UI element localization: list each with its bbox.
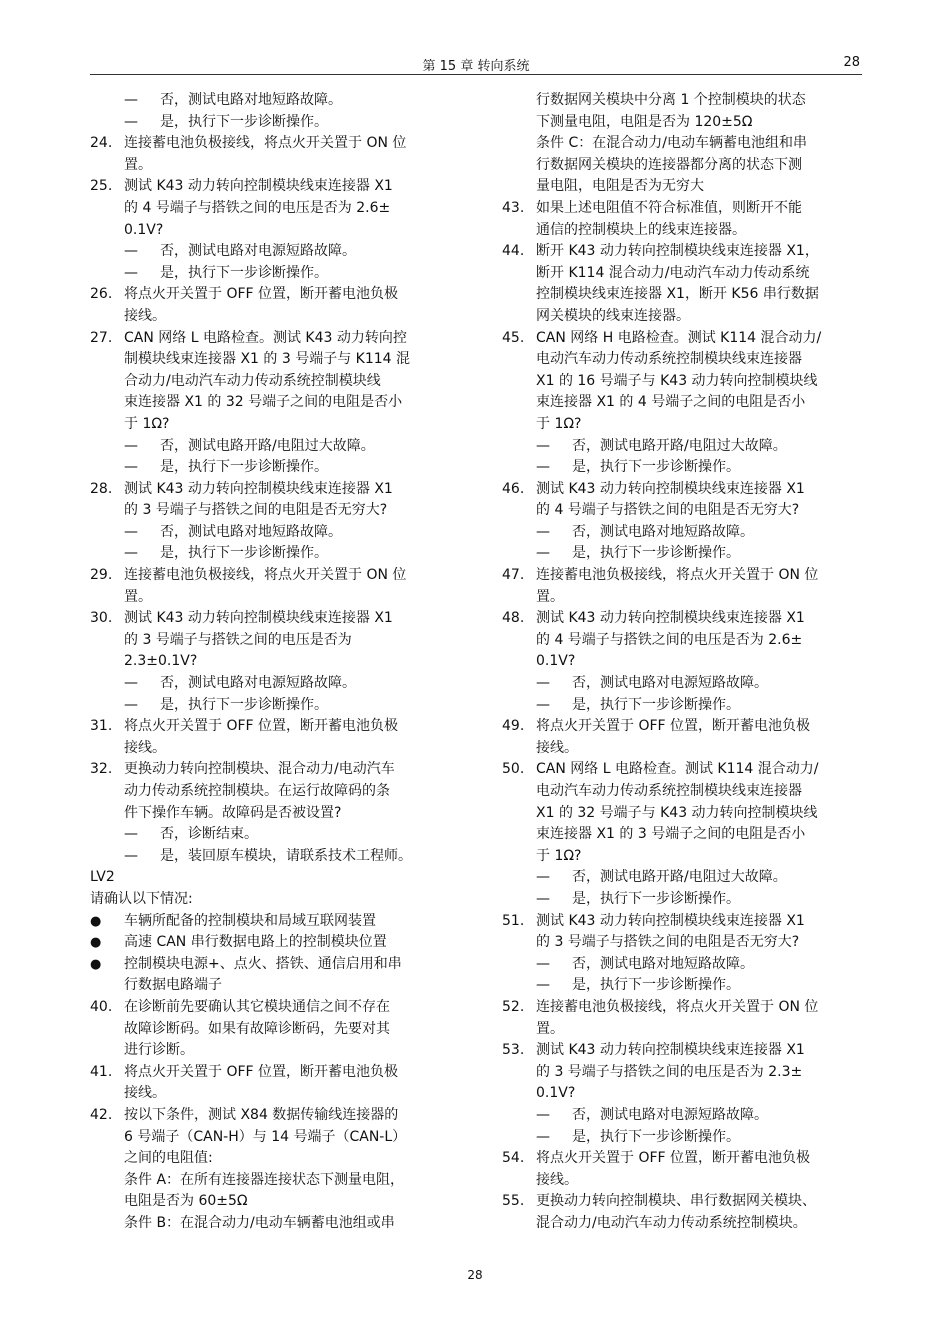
- answer-text: 否，测试电路对电源短路故障。: [160, 243, 356, 260]
- text-line: [502, 543, 862, 565]
- step-number: 42.: [90, 1106, 113, 1123]
- step-number: 51.: [502, 912, 525, 929]
- text-line: [502, 1105, 862, 1127]
- continuation-text: 条件 A：在所有连接器连接状态下测量电阻，: [124, 1171, 405, 1188]
- footer-page-number: 28: [467, 1268, 483, 1282]
- answer-text: 否，测试电路对地短路故障。: [160, 523, 342, 540]
- step-text: CAN 网络 H 电路检查。测试 K114 混合动力/: [536, 329, 822, 346]
- bullet-icon: ●: [90, 913, 102, 929]
- dash-marker: —: [536, 696, 550, 713]
- text-line: [502, 349, 862, 371]
- text-line: [90, 1062, 450, 1084]
- continuation-text: 置。: [124, 156, 152, 173]
- page-footer: [0, 1268, 950, 1282]
- text-line: [502, 846, 862, 868]
- text-line: [502, 479, 862, 501]
- text-line: [502, 241, 862, 263]
- step-text: 将点火开关置于 OFF 位置，断开蓄电池负极: [124, 286, 399, 303]
- step-text: 按以下条件，测试 X84 数据传输线连接器的: [124, 1106, 399, 1123]
- text-line: [90, 673, 450, 695]
- text-line: [90, 155, 450, 177]
- step-text: CAN 网络 L 电路检查。测试 K43 动力转向控: [124, 329, 407, 346]
- answer-text: 否，测试电路对地短路故障。: [160, 92, 342, 108]
- continuation-text: 2.3±0.1V?: [124, 653, 198, 670]
- continuation-text: 于 1Ω?: [124, 415, 170, 432]
- text-line: [90, 371, 450, 393]
- bullet-icon: ●: [90, 956, 102, 972]
- text-line: [502, 954, 862, 976]
- text-line: [502, 911, 862, 933]
- answer-text: 是，执行下一步诊断操作。: [572, 459, 740, 476]
- dash-marker: —: [124, 675, 138, 692]
- answer-text: 是，执行下一步诊断操作。: [160, 264, 328, 281]
- continuation-text: 的 4 号端子与搭铁之间的电阻是否无穷大?: [536, 502, 800, 519]
- dash-marker: —: [536, 459, 550, 476]
- text-line: [502, 220, 862, 242]
- continuation-text: 的 4 号端子与搭铁之间的电压是否为 2.6±: [536, 631, 803, 648]
- text-line: [90, 587, 450, 609]
- text-line: [502, 759, 862, 781]
- step-number: 54.: [502, 1150, 525, 1167]
- plain-text: 请确认以下情况:: [90, 890, 193, 907]
- text-line: [502, 630, 862, 652]
- text-line: [502, 932, 862, 954]
- step-number: 48.: [502, 610, 525, 627]
- text-line: [502, 155, 862, 177]
- plain-text: LV2: [90, 869, 115, 886]
- dash-marker: —: [536, 869, 550, 886]
- dash-marker: —: [536, 977, 550, 994]
- text-line: [90, 436, 450, 458]
- dash-marker: —: [124, 264, 138, 281]
- dash-marker: —: [124, 113, 138, 130]
- dash-marker: —: [536, 890, 550, 907]
- continuation-text: 0.1V?: [124, 221, 164, 238]
- dash-marker: —: [124, 243, 138, 260]
- step-text: 测试 K43 动力转向控制模块线束连接器 X1: [536, 610, 805, 627]
- continuation-text: 于 1Ω?: [536, 847, 582, 864]
- continuation-text: 通信的控制模块上的线束连接器。: [536, 221, 746, 238]
- text-line: [90, 328, 450, 350]
- continuation-text: 的 3 号端子与搭铁之间的电阻是否无穷大?: [536, 934, 800, 951]
- step-number: 31.: [90, 718, 113, 735]
- text-line: [502, 198, 862, 220]
- text-line: [90, 1170, 450, 1192]
- continuation-text: 电动汽车动力传动系统控制模块线束连接器: [536, 783, 802, 799]
- continuation-text: 行数据电路端子: [124, 977, 222, 994]
- text-line: [502, 975, 862, 997]
- dash-marker: —: [124, 523, 138, 540]
- text-line: [502, 1170, 862, 1192]
- continuation-text: 合动力/电动汽车动力传动系统控制模块线: [124, 372, 381, 389]
- step-number: 45.: [502, 329, 525, 346]
- step-text: 测试 K43 动力转向控制模块线束连接器 X1: [536, 480, 805, 497]
- step-text: 测试 K43 动力转向控制模块线束连接器 X1: [536, 912, 805, 929]
- continuation-text: 行数据网关模块的连接器都分离的状态下测: [536, 156, 802, 173]
- text-line: [502, 781, 862, 803]
- text-line: [502, 651, 862, 673]
- bullet-text: 高速 CAN 串行数据电路上的控制模块位置: [124, 934, 387, 951]
- answer-text: 否，诊断结束。: [160, 826, 258, 843]
- dash-marker: —: [536, 675, 550, 692]
- continuation-text: 网关模块的线束连接器。: [536, 307, 690, 324]
- continuation-text: X1 的 16 号端子与 K43 动力转向控制模块线: [536, 372, 818, 389]
- continuation-text: 条件 C：在混合动力/电动车辆蓄电池组和串: [536, 135, 807, 152]
- answer-text: 否，测试电路开路/电阻过大故障。: [160, 437, 375, 454]
- text-line: [502, 673, 862, 695]
- answer-text: 是，执行下一步诊断操作。: [160, 696, 328, 713]
- continuation-text: 量电阻，电阻是否为无穷大: [536, 178, 704, 195]
- text-line: [90, 954, 450, 976]
- step-number: 29.: [90, 567, 113, 584]
- text-line: [502, 133, 862, 155]
- text-line: [502, 500, 862, 522]
- step-number: 49.: [502, 718, 525, 735]
- step-text: 连接蓄电池负极接线，将点火开关置于 ON 位: [536, 567, 819, 584]
- continuation-text: 置。: [536, 1020, 564, 1037]
- text-line: [90, 263, 450, 285]
- step-text: 测试 K43 动力转向控制模块线束连接器 X1: [124, 178, 393, 195]
- step-text: 将点火开关置于 OFF 位置，断开蓄电池负极: [124, 1063, 399, 1080]
- continuation-text: 控制模块线束连接器 X1，断开 K56 串行数据: [536, 286, 819, 303]
- text-line: [90, 543, 450, 565]
- text-line: [502, 889, 862, 911]
- text-line: [90, 824, 450, 846]
- chapter-title: 第 15 章 转向系统: [422, 59, 530, 74]
- step-text: 在诊断前先要确认其它模块通信之间不存在: [124, 998, 390, 1015]
- bullet-icon: ●: [90, 935, 102, 951]
- answer-text: 是，执行下一步诊断操作。: [572, 545, 740, 562]
- continuation-text: 故障诊断码。如果有故障诊断码，先要对其: [124, 1020, 390, 1037]
- continuation-text: 进行诊断。: [124, 1042, 194, 1059]
- step-text: 将点火开关置于 OFF 位置，断开蓄电池负极: [124, 718, 399, 735]
- answer-text: 是，执行下一步诊断操作。: [160, 545, 328, 562]
- step-number: 24.: [90, 135, 113, 152]
- continuation-text: 束连接器 X1 的 4 号端子之间的电阻是否小: [536, 394, 806, 411]
- continuation-text: 束连接器 X1 的 3 号端子之间的电阻是否小: [536, 826, 806, 843]
- text-line: [502, 263, 862, 285]
- continuation-text: 束连接器 X1 的 32 号端子之间的电阻是否小: [124, 394, 403, 411]
- text-line: [502, 436, 862, 458]
- dash-marker: —: [536, 1106, 550, 1123]
- text-line: [90, 1019, 450, 1041]
- text-line: [502, 997, 862, 1019]
- continuation-text: 6 号端子（CAN-H）与 14 号端子（CAN-L）: [124, 1128, 407, 1145]
- step-text: 测试 K43 动力转向控制模块线束连接器 X1: [536, 1042, 805, 1059]
- text-line: [90, 738, 450, 760]
- continuation-text: 件下操作车辆。故障码是否被设置?: [124, 804, 342, 821]
- text-line: [502, 414, 862, 436]
- text-line: [90, 1148, 450, 1170]
- answer-text: 是，执行下一步诊断操作。: [572, 1128, 740, 1145]
- text-line: [502, 1062, 862, 1084]
- text-line: [502, 176, 862, 198]
- text-line: [90, 716, 450, 738]
- text-line: [502, 608, 862, 630]
- continuation-text: 的 3 号端子与搭铁之间的电阻是否无穷大?: [124, 502, 388, 519]
- header-page-number: 28: [843, 55, 860, 70]
- text-line: [502, 112, 862, 134]
- text-line: [502, 1191, 862, 1213]
- text-line: [90, 349, 450, 371]
- continuation-text: 混合动力/电动汽车动力传动系统控制模块。: [536, 1214, 807, 1231]
- step-text: 测试 K43 动力转向控制模块线束连接器 X1: [124, 610, 393, 627]
- text-line: [90, 392, 450, 414]
- step-number: 46.: [502, 480, 525, 497]
- dash-marker: —: [536, 545, 550, 562]
- answer-text: 是，执行下一步诊断操作。: [160, 459, 328, 476]
- text-line: [90, 630, 450, 652]
- dash-marker: —: [124, 545, 138, 562]
- text-line: [502, 1127, 862, 1149]
- step-number: 53.: [502, 1042, 525, 1059]
- text-line: [90, 284, 450, 306]
- text-line: [502, 1083, 862, 1105]
- answer-text: 否，测试电路对地短路故障。: [572, 523, 754, 540]
- text-line: [90, 608, 450, 630]
- answer-text: 否，测试电路开路/电阻过大故障。: [572, 437, 787, 454]
- answer-text: 是，执行下一步诊断操作。: [572, 977, 740, 994]
- text-line: [90, 781, 450, 803]
- text-line: [90, 867, 450, 889]
- step-text: 连接蓄电池负极接线，将点火开关置于 ON 位: [124, 135, 407, 152]
- text-line: [502, 587, 862, 609]
- text-line: [90, 651, 450, 673]
- text-line: [502, 392, 862, 414]
- dash-marker: —: [124, 459, 138, 476]
- continuation-text: 行数据网关模块中分离 1 个控制模块的状态: [536, 92, 806, 108]
- step-number: 47.: [502, 567, 525, 584]
- left-column: [90, 90, 450, 1234]
- step-text: 如果上述电阻值不符合标准值，则断开不能: [536, 199, 802, 216]
- text-line: [90, 457, 450, 479]
- text-line: [90, 241, 450, 263]
- answer-text: 是，执行下一步诊断操作。: [572, 696, 740, 713]
- text-line: [502, 371, 862, 393]
- dash-marker: —: [536, 955, 550, 972]
- text-line: [90, 1040, 450, 1062]
- bullet-text: 车辆所配备的控制模块和局域互联网装置: [124, 912, 376, 929]
- text-line: [502, 457, 862, 479]
- text-line: [90, 133, 450, 155]
- dash-marker: —: [124, 826, 138, 843]
- continuation-text: 置。: [124, 588, 152, 605]
- continuation-text: 接线。: [124, 1085, 166, 1102]
- text-line: [502, 306, 862, 328]
- continuation-text: 制模块线束连接器 X1 的 3 号端子与 K114 混: [124, 351, 411, 368]
- text-line: [90, 220, 450, 242]
- continuation-text: 电阻是否为 60±5Ω: [124, 1193, 248, 1210]
- step-number: 50.: [502, 761, 525, 778]
- text-line: [90, 1127, 450, 1149]
- continuation-text: 电动汽车动力传动系统控制模块线束连接器: [536, 351, 802, 368]
- step-text: 更换动力转向控制模块、串行数据网关模块、: [536, 1193, 816, 1210]
- continuation-text: 接线。: [124, 307, 166, 324]
- answer-text: 否，测试电路对地短路故障。: [572, 955, 754, 972]
- continuation-text: 的 3 号端子与搭铁之间的电压是否为: [124, 631, 352, 648]
- dash-marker: —: [124, 92, 138, 108]
- text-line: [90, 565, 450, 587]
- step-text: 连接蓄电池负极接线，将点火开关置于 ON 位: [536, 998, 819, 1015]
- text-line: [90, 846, 450, 868]
- dash-marker: —: [124, 847, 138, 864]
- continuation-text: 动力传动系统控制模块。在运行故障码的条: [124, 783, 390, 799]
- text-line: [502, 867, 862, 889]
- step-number: 43.: [502, 199, 525, 216]
- step-number: 25.: [90, 178, 113, 195]
- answer-text: 否，测试电路对电源短路故障。: [160, 675, 356, 692]
- text-line: [90, 1105, 450, 1127]
- text-line: [90, 522, 450, 544]
- continuation-text: 接线。: [536, 1171, 578, 1188]
- continuation-text: 0.1V?: [536, 653, 576, 670]
- text-line: [90, 759, 450, 781]
- step-text: 测试 K43 动力转向控制模块线束连接器 X1: [124, 480, 393, 497]
- text-line: [90, 975, 450, 997]
- text-line: [90, 112, 450, 134]
- text-line: [90, 306, 450, 328]
- text-line: [502, 824, 862, 846]
- step-text: 将点火开关置于 OFF 位置，断开蓄电池负极: [536, 1150, 811, 1167]
- text-line: [502, 738, 862, 760]
- text-line: [90, 1083, 450, 1105]
- step-number: 32.: [90, 761, 113, 778]
- text-line: [90, 911, 450, 933]
- text-line: [502, 1040, 862, 1062]
- step-number: 28.: [90, 480, 113, 497]
- text-line: [90, 1191, 450, 1213]
- bullet-text: 控制模块电源+、点火、搭铁、通信启用和串: [124, 955, 402, 972]
- dash-marker: —: [536, 437, 550, 454]
- text-line: [90, 500, 450, 522]
- text-line: [90, 176, 450, 198]
- text-line: [502, 1213, 862, 1235]
- step-number: 40.: [90, 998, 113, 1015]
- continuation-text: 置。: [536, 588, 564, 605]
- continuation-text: 的 4 号端子与搭铁之间的电压是否为 2.6±: [124, 199, 391, 216]
- text-line: [502, 284, 862, 306]
- step-text: 更换动力转向控制模块、混合动力/电动汽车: [124, 761, 395, 778]
- continuation-text: 于 1Ω?: [536, 415, 582, 432]
- text-line: [90, 695, 450, 717]
- step-number: 27.: [90, 329, 113, 346]
- answer-text: 是，执行下一步诊断操作。: [572, 890, 740, 907]
- step-number: 55.: [502, 1193, 525, 1210]
- dash-marker: —: [124, 437, 138, 454]
- text-line: [502, 803, 862, 825]
- text-line: [502, 328, 862, 350]
- right-column: [502, 90, 862, 1234]
- text-line: [90, 1213, 450, 1235]
- text-line: [90, 889, 450, 911]
- continuation-text: 断开 K114 混合动力/电动汽车动力传动系统: [536, 264, 810, 281]
- continuation-text: 下测量电阻，电阻是否为 120±5Ω: [536, 113, 753, 130]
- step-number: 41.: [90, 1063, 113, 1080]
- dash-marker: —: [536, 1128, 550, 1145]
- text-line: [502, 716, 862, 738]
- page-header: [90, 52, 862, 75]
- text-line: [502, 565, 862, 587]
- step-number: 44.: [502, 243, 525, 260]
- step-number: 26.: [90, 286, 113, 303]
- step-text: 将点火开关置于 OFF 位置，断开蓄电池负极: [536, 718, 811, 735]
- dash-marker: —: [536, 523, 550, 540]
- step-text: 连接蓄电池负极接线，将点火开关置于 ON 位: [124, 567, 407, 584]
- answer-text: 否，测试电路对电源短路故障。: [572, 675, 768, 692]
- dash-marker: —: [124, 696, 138, 713]
- step-number: 52.: [502, 998, 525, 1015]
- text-line: [502, 522, 862, 544]
- continuation-text: 接线。: [124, 739, 166, 756]
- continuation-text: 条件 B：在混合动力/电动车辆蓄电池组或串: [124, 1214, 395, 1231]
- text-line: [90, 997, 450, 1019]
- continuation-text: X1 的 32 号端子与 K43 动力转向控制模块线: [536, 804, 818, 821]
- text-line: [90, 803, 450, 825]
- answer-text: 是，装回原车模块，请联系技术工程师。: [160, 847, 412, 864]
- continuation-text: 接线。: [536, 739, 578, 756]
- text-line: [502, 695, 862, 717]
- continuation-text: 的 3 号端子与搭铁之间的电压是否为 2.3±: [536, 1063, 803, 1080]
- answer-text: 否，测试电路对电源短路故障。: [572, 1106, 768, 1123]
- text-line: [90, 198, 450, 220]
- answer-text: 否，测试电路开路/电阻过大故障。: [572, 869, 787, 886]
- text-line: [502, 1019, 862, 1041]
- continuation-text: 0.1V?: [536, 1085, 576, 1102]
- text-line: [90, 479, 450, 501]
- text-line: [502, 1148, 862, 1170]
- step-text: CAN 网络 L 电路检查。测试 K114 混合动力/: [536, 761, 819, 778]
- text-line: [90, 90, 450, 112]
- step-text: 断开 K43 动力转向控制模块线束连接器 X1，: [536, 243, 819, 260]
- text-line: [90, 932, 450, 954]
- answer-text: 是，执行下一步诊断操作。: [160, 113, 328, 130]
- text-line: [502, 90, 862, 112]
- step-number: 30.: [90, 610, 113, 627]
- continuation-text: 之间的电阻值:: [124, 1150, 213, 1167]
- text-line: [90, 414, 450, 436]
